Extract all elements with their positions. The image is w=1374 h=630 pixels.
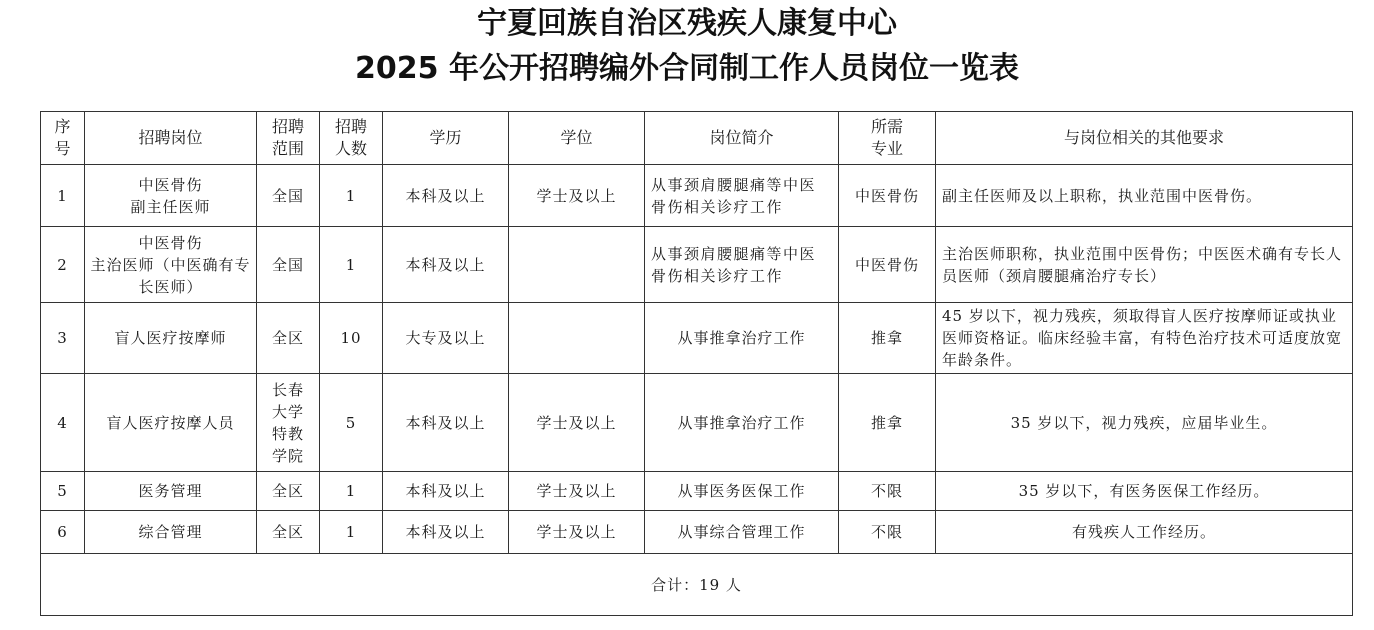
cell-other: 35 岁以下，有医务医保工作经历。 xyxy=(936,472,1353,511)
cell-education: 本科及以上 xyxy=(383,472,509,511)
cell-education: 本科及以上 xyxy=(383,227,509,303)
cell-education: 本科及以上 xyxy=(383,165,509,227)
cell-intro: 从事推拿治疗工作 xyxy=(645,303,839,374)
cell-major: 中医骨伤 xyxy=(839,227,936,303)
cell-position: 综合管理 xyxy=(85,511,257,554)
cell-position: 盲人医疗按摩人员 xyxy=(85,374,257,472)
cell-degree: 学士及以上 xyxy=(509,472,645,511)
table-row xyxy=(41,303,1353,374)
header-degree: 学位 xyxy=(509,112,645,165)
cell-major: 推拿 xyxy=(839,374,936,472)
table-header-row xyxy=(41,112,1353,165)
cell-count: 5 xyxy=(320,374,383,472)
cell-count: 10 xyxy=(320,303,383,374)
table-row xyxy=(41,511,1353,554)
cell-other: 有残疾人工作经历。 xyxy=(936,511,1353,554)
cell-scope: 全区 xyxy=(257,472,320,511)
cell-position: 中医骨伤 主治医师（中医确有专长医师） xyxy=(85,227,257,303)
table-row xyxy=(41,227,1353,303)
cell-other: 45 岁以下，视力残疾，须取得盲人医疗按摩师证或执业医师资格证。临床经验丰富，有特色治疗技术可适度放宽年龄条件。 xyxy=(936,303,1353,374)
cell-degree: 学士及以上 xyxy=(509,511,645,554)
cell-count: 1 xyxy=(320,165,383,227)
document-title: 宁夏回族自治区残疾人康复中心 xyxy=(477,6,897,41)
cell-count: 1 xyxy=(320,227,383,303)
header-no: 序号 xyxy=(41,112,85,165)
header-education: 学历 xyxy=(383,112,509,165)
cell-scope: 长春大学特教学院 xyxy=(257,374,320,472)
cell-major: 中医骨伤 xyxy=(839,165,936,227)
cell-intro: 从事综合管理工作 xyxy=(645,511,839,554)
cell-intro: 从事医务医保工作 xyxy=(645,472,839,511)
cell-major: 不限 xyxy=(839,511,936,554)
positions-table xyxy=(40,111,1353,616)
cell-no: 4 xyxy=(41,374,85,472)
cell-no: 3 xyxy=(41,303,85,374)
cell-count: 1 xyxy=(320,511,383,554)
cell-scope: 全国 xyxy=(257,227,320,303)
cell-major: 推拿 xyxy=(839,303,936,374)
cell-position: 中医骨伤 副主任医师 xyxy=(85,165,257,227)
cell-degree xyxy=(509,227,645,303)
header-intro: 岗位简介 xyxy=(645,112,839,165)
table-row xyxy=(41,165,1353,227)
cell-no: 5 xyxy=(41,472,85,511)
cell-other: 副主任医师及以上职称，执业范围中医骨伤。 xyxy=(936,165,1353,227)
cell-no: 2 xyxy=(41,227,85,303)
table-row xyxy=(41,472,1353,511)
cell-education: 大专及以上 xyxy=(383,303,509,374)
cell-scope: 全国 xyxy=(257,165,320,227)
cell-other: 主治医师职称，执业范围中医骨伤；中医医术确有专长人员医师（颈肩腰腿痛治疗专长） xyxy=(936,227,1353,303)
cell-position: 盲人医疗按摩师 xyxy=(85,303,257,374)
cell-intro: 从事颈肩腰腿痛等中医骨伤相关诊疗工作 xyxy=(645,227,839,303)
header-major: 所需专业 xyxy=(839,112,936,165)
header-position: 招聘岗位 xyxy=(85,112,257,165)
total-row xyxy=(41,554,1353,616)
cell-education: 本科及以上 xyxy=(383,511,509,554)
cell-other: 35 岁以下，视力残疾，应届毕业生。 xyxy=(936,374,1353,472)
cell-degree: 学士及以上 xyxy=(509,165,645,227)
cell-count: 1 xyxy=(320,472,383,511)
cell-degree: 学士及以上 xyxy=(509,374,645,472)
header-other: 与岗位相关的其他要求 xyxy=(936,112,1353,165)
table-row xyxy=(41,374,1353,472)
cell-scope: 全区 xyxy=(257,303,320,374)
cell-major: 不限 xyxy=(839,472,936,511)
cell-position: 医务管理 xyxy=(85,472,257,511)
header-scope: 招聘范围 xyxy=(257,112,320,165)
cell-degree xyxy=(509,303,645,374)
document-subtitle: 2025 年公开招聘编外合同制工作人员岗位一览表 xyxy=(355,51,1019,86)
cell-no: 6 xyxy=(41,511,85,554)
cell-intro: 从事推拿治疗工作 xyxy=(645,374,839,472)
cell-education: 本科及以上 xyxy=(383,374,509,472)
cell-scope: 全区 xyxy=(257,511,320,554)
header-count: 招聘人数 xyxy=(320,112,383,165)
cell-intro: 从事颈肩腰腿痛等中医骨伤相关诊疗工作 xyxy=(645,165,839,227)
total-cell: 合计：19 人 xyxy=(41,554,1353,616)
cell-no: 1 xyxy=(41,165,85,227)
